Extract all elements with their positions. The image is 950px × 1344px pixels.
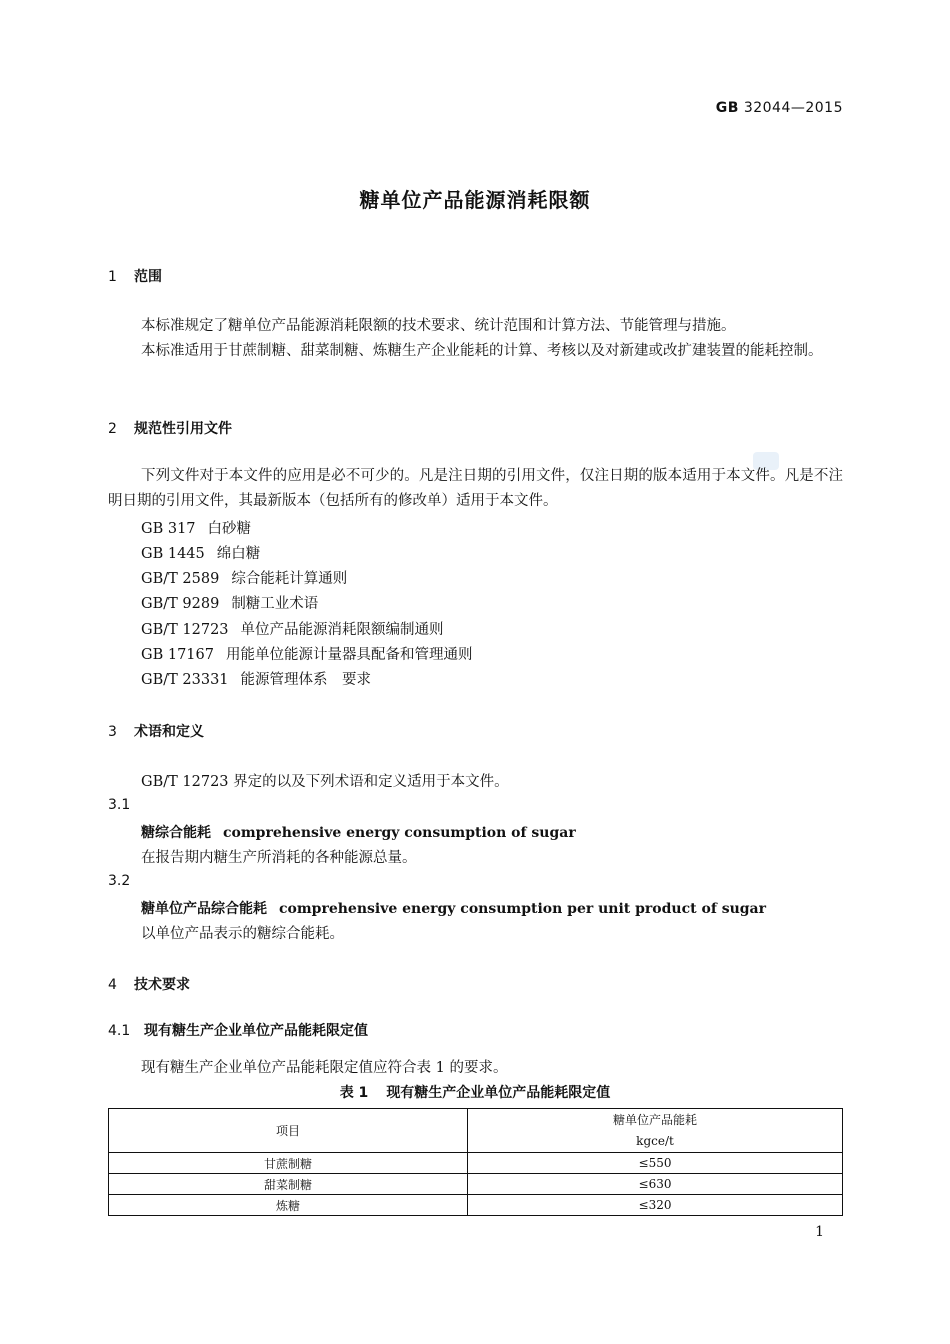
table-cell-item: 甘蔗制糖 (109, 1153, 468, 1174)
subsection-4-1-heading (108, 1020, 368, 1040)
reference-code: GB 1445 (141, 546, 205, 562)
section-1-paragraph-1: 本标准规定了糖单位产品能源消耗限额的技术要求、统计范围和计算方法、节能管理与措施。 (141, 318, 736, 334)
reference-item (141, 542, 260, 563)
subsection-number: 4.1 (108, 1023, 131, 1039)
reference-item (141, 592, 318, 613)
section-number: 4 (108, 977, 117, 993)
reference-title: 用能单位能源计量器具配备和管理通则 (225, 647, 473, 663)
table-header-row (109, 1109, 843, 1153)
reference-item (141, 618, 444, 639)
reference-code: GB/T 2589 (141, 571, 220, 587)
reference-title: 白砂糖 (207, 521, 252, 537)
section-2-intro: 下列文件对于本文件的应用是必不可少的。凡是注日期的引用文件，仅注日期的版本适用于本文件。凡是不注明日期的引用文件，其最新版本（包括所有的修改单）适用于本文件。 (108, 468, 843, 509)
table-cell-value: ≤550 (468, 1153, 843, 1174)
reference-title: 综合能耗计算通则 (231, 571, 348, 587)
term-chinese: 糖综合能耗 (141, 825, 211, 841)
table-cell-value: ≤320 (468, 1195, 843, 1216)
reference-title: 能源管理体系 要求 (240, 672, 372, 688)
column-header-item: 项目 (109, 1109, 468, 1153)
document-title: 糖单位产品能源消耗限额 (359, 188, 591, 212)
reference-title: 绵白糖 (216, 546, 261, 562)
term-chinese: 糖单位产品综合能耗 (141, 901, 267, 917)
section-title: 术语和定义 (134, 724, 204, 740)
reference-item (141, 668, 371, 689)
term-number: 3.1 (108, 797, 131, 813)
section-1-paragraph-2: 本标准适用于甘蔗制糖、甜菜制糖、炼糖生产企业能耗的计算、考核以及对新建或改扩建装置的能耗控制。 (141, 343, 823, 359)
column-header-energy (468, 1109, 843, 1153)
section-title: 范围 (134, 269, 162, 285)
reference-item (141, 567, 347, 588)
section-number: 3 (108, 724, 117, 740)
standard-number: 32044—2015 (743, 100, 843, 116)
term-heading (141, 822, 576, 842)
reference-item (141, 517, 251, 538)
table-cell-value: ≤630 (468, 1174, 843, 1195)
term-english: comprehensive energy consumption of sugar (223, 825, 576, 841)
reference-title: 单位产品能源消耗限额编制通则 (240, 622, 444, 638)
reference-code: GB/T 12723 (141, 622, 229, 638)
term-definition: 以单位产品表示的糖综合能耗。 (141, 926, 344, 942)
column-header-energy-label: 糖单位产品能耗 (612, 1112, 697, 1127)
subsection-title: 现有糖生产企业单位产品能耗限定值 (144, 1023, 368, 1039)
table-cell-item: 甜菜制糖 (109, 1174, 468, 1195)
term-heading (141, 898, 766, 918)
section-4-heading (108, 974, 190, 994)
term-english: comprehensive energy consumption per unit product of sugar (279, 901, 767, 917)
table-label: 表 1 (339, 1085, 369, 1101)
table-caption (0, 1082, 950, 1102)
table-row (109, 1195, 843, 1216)
reference-title: 制糖工业术语 (231, 596, 319, 612)
table-row (109, 1153, 843, 1174)
term-definition: 在报告期内糖生产所消耗的各种能源总量。 (141, 850, 417, 866)
term-number: 3.2 (108, 873, 131, 889)
energy-limit-table (108, 1108, 843, 1216)
standard-code (716, 100, 843, 116)
reference-code: GB 17167 (141, 647, 214, 663)
table-cell-item: 炼糖 (109, 1195, 468, 1216)
reference-item (141, 643, 472, 664)
table-title: 现有糖生产企业单位产品能耗限定值 (386, 1085, 611, 1101)
reference-code: GB/T 9289 (141, 596, 220, 612)
column-header-energy-unit: kgce/t (636, 1133, 674, 1148)
section-number: 2 (108, 421, 117, 437)
section-number: 1 (108, 269, 117, 285)
reference-code: GB/T 23331 (141, 672, 229, 688)
section-title: 技术要求 (134, 977, 190, 993)
section-3-intro: GB/T 12723 界定的以及下列术语和定义适用于本文件。 (141, 774, 509, 790)
standard-prefix: GB (715, 100, 739, 116)
page-number: 1 (815, 1224, 824, 1240)
section-title: 规范性引用文件 (134, 421, 232, 437)
table-row (109, 1174, 843, 1195)
reference-code: GB 317 (141, 521, 196, 537)
subsection-4-1-text: 现有糖生产企业单位产品能耗限定值应符合表 1 的要求。 (141, 1060, 508, 1076)
section-2-heading (108, 418, 232, 438)
section-3-heading (108, 721, 204, 741)
section-1-heading (108, 266, 162, 286)
